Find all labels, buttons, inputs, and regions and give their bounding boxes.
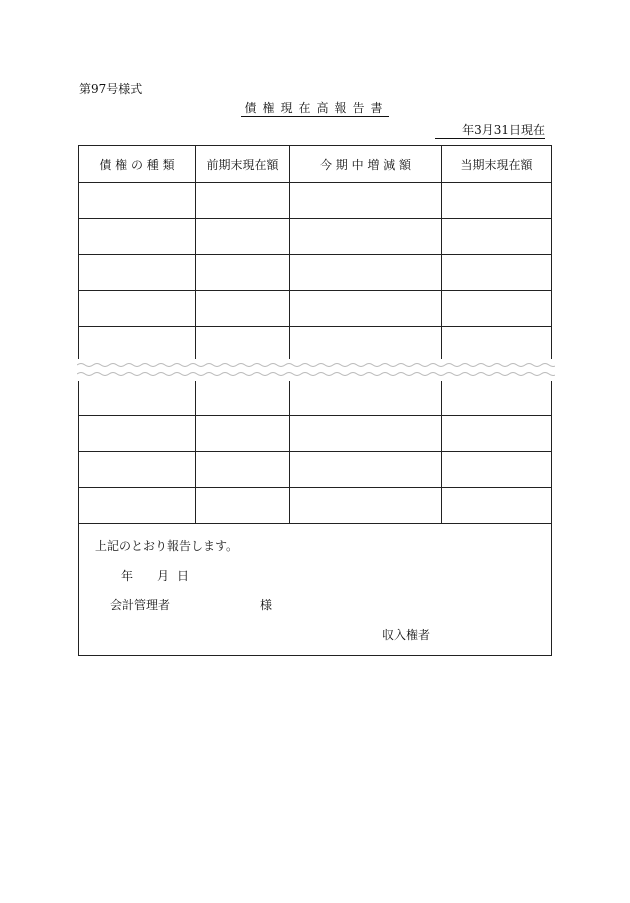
report-table [78, 145, 552, 656]
document-title: 債権現在高報告書 [241, 101, 388, 117]
date-month-label: 月 [157, 569, 170, 583]
form-number: 第97号様式 [79, 82, 143, 96]
addressee-label: 会計管理者 [110, 598, 171, 612]
footer-top-line [79, 523, 551, 524]
header-previous-balance: 前期末現在額 [206, 157, 279, 172]
row-line [79, 218, 551, 219]
honorific-label: 様 [260, 598, 273, 612]
document-title-wrapper [0, 101, 630, 117]
header-receivable-type: 債 権 の 種 類 [99, 157, 175, 172]
column-divider [441, 146, 442, 523]
header-change-this-period: 今 期 中 増 減 額 [319, 157, 412, 172]
row-line [79, 487, 551, 488]
date-day-label: 日 [177, 569, 190, 583]
row-line [79, 451, 551, 452]
submitter-label: 収入権者 [382, 628, 431, 642]
report-statement: 上記のとおり報告します。 [95, 539, 239, 553]
row-line [79, 415, 551, 416]
row-line [79, 290, 551, 291]
column-divider [195, 146, 196, 523]
row-line [79, 254, 551, 255]
header-bottom-line [79, 182, 551, 183]
column-divider [289, 146, 290, 523]
row-line [79, 326, 551, 327]
as-of-date: 年3月31日現在 [435, 123, 545, 139]
omission-break [77, 359, 555, 381]
date-year-label: 年 [121, 569, 134, 583]
torn-edge-graphic [77, 359, 555, 381]
header-current-balance: 当期末現在額 [460, 157, 533, 172]
